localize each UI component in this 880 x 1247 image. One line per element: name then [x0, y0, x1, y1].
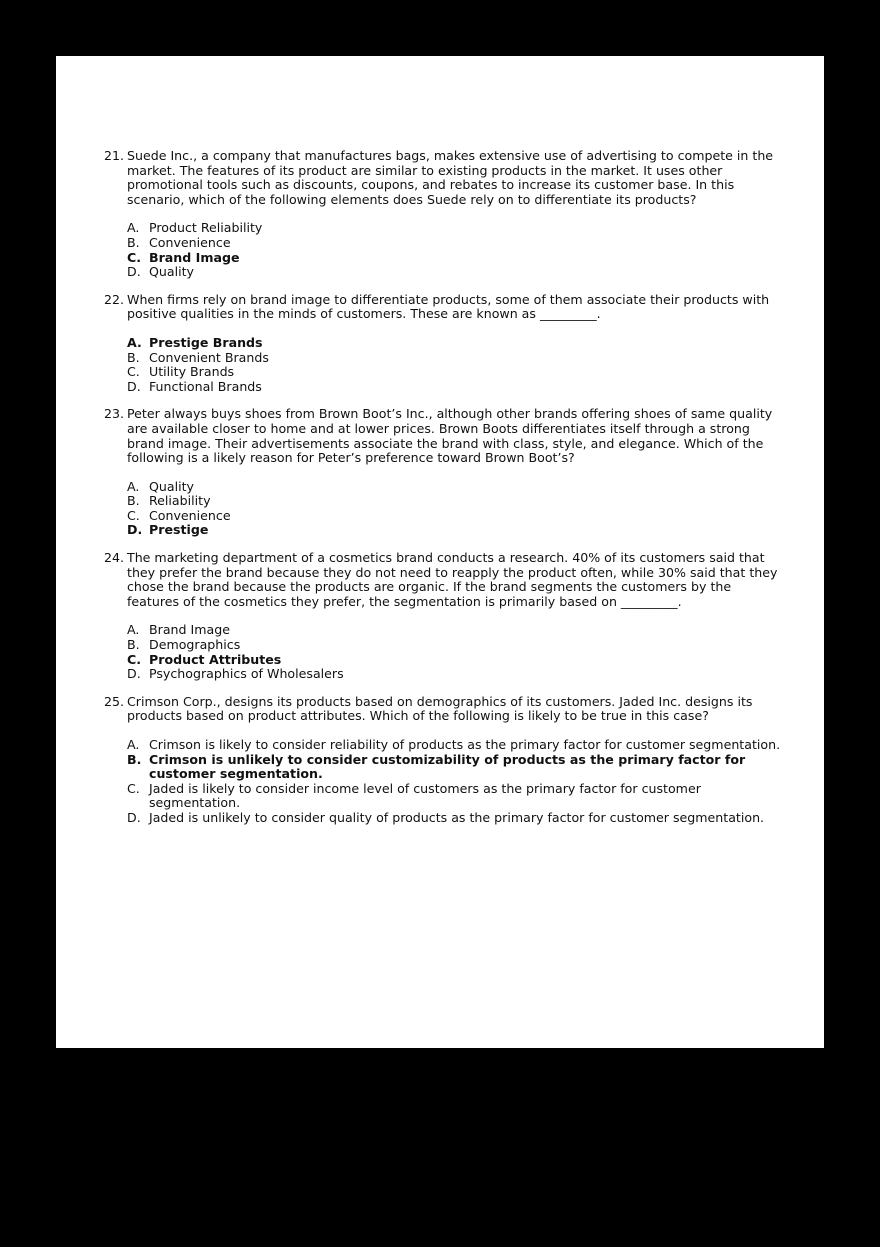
- option-text: Product Reliability: [149, 220, 263, 236]
- question-number: 22.: [104, 291, 125, 307]
- option-b: [127, 638, 784, 653]
- option-text: Utility Brands: [149, 364, 235, 380]
- option-c: [127, 782, 784, 811]
- option-text: Prestige Brands: [149, 334, 263, 350]
- option-text: Quality: [149, 264, 195, 280]
- option-c: [127, 365, 784, 380]
- question-list: [104, 149, 784, 839]
- question-24: [104, 551, 784, 682]
- option-text: Brand Image: [149, 249, 240, 265]
- question-25: [104, 695, 784, 826]
- option-label: C.: [127, 780, 140, 796]
- option-d: [127, 265, 784, 280]
- option-label: A.: [127, 478, 140, 494]
- question-number: 23.: [104, 406, 125, 422]
- option-d: [127, 380, 784, 395]
- question-stem: [104, 551, 784, 609]
- question-text: When firms rely on brand image to differentiate products, some of them associate their products with positive qualities in the minds of customers. These are known as _________.: [127, 291, 770, 322]
- option-list: [127, 336, 784, 394]
- question-number: 21.: [104, 148, 125, 163]
- option-label: D.: [127, 666, 141, 682]
- option-label: D.: [127, 264, 141, 280]
- option-text: Brand Image: [149, 622, 230, 638]
- option-text: Demographics: [149, 637, 241, 653]
- question-number: 24.: [104, 550, 125, 566]
- option-text: Quality: [149, 478, 195, 494]
- option-d: [127, 667, 784, 682]
- option-label: A.: [127, 220, 140, 236]
- option-label: A.: [127, 622, 140, 638]
- option-label: C.: [127, 507, 140, 523]
- option-label: B.: [127, 234, 140, 250]
- option-label: C.: [127, 364, 140, 380]
- option-c: [127, 509, 784, 524]
- option-b: [127, 494, 784, 509]
- option-label: D.: [127, 522, 143, 538]
- option-text: Convenience: [149, 234, 231, 250]
- option-c-correct-answer: [127, 653, 784, 668]
- option-label: B.: [127, 493, 140, 509]
- question-21: [104, 149, 784, 280]
- question-text: The marketing department of a cosmetics brand conducts a research. 40% of its customers said that they prefer the brand because they do not need to reapply the product often, while 30% said that they chose the brand because the products are organic. If the brand segments the customers by the features of the cosmetics they prefer, the segmentation is primarily based on _________.: [127, 550, 778, 609]
- option-text: Jaded is likely to consider income level of customers as the primary factor for customer segmentation.: [149, 780, 701, 811]
- option-label: C.: [127, 249, 142, 265]
- option-a-correct-answer: [127, 336, 784, 351]
- option-label: A.: [127, 737, 140, 752]
- question-number: 25.: [104, 693, 125, 709]
- option-d: [127, 811, 784, 826]
- question-text: Crimson Corp., designs its products based on demographics of its customers. Jaded Inc. designs its products based on product attributes. Which of the following is likely to be true in this case?: [127, 693, 753, 724]
- option-text: Convenience: [149, 507, 231, 523]
- option-label: B.: [127, 637, 140, 653]
- option-a: [127, 480, 784, 495]
- question-22: [104, 293, 784, 395]
- question-stem: [104, 695, 784, 724]
- option-b: [127, 351, 784, 366]
- option-list: [127, 480, 784, 538]
- option-text: Crimson is likely to consider reliability of products as the primary factor for customer segmentation.: [149, 737, 781, 752]
- option-a: [127, 738, 784, 753]
- option-label: C.: [127, 651, 142, 667]
- question-stem: [104, 407, 784, 465]
- question-text: Peter always buys shoes from Brown Boot’s Inc., although other brands offering shoes of same quality are available closer to home and at lower prices. Brown Boots differentiates itself through a strong brand image. Their advertisements associate the brand with class, style, and elegance. Which of the following is a likely reason for Peter’s preference toward Brown Boot’s?: [127, 406, 773, 466]
- question-stem: [104, 293, 784, 322]
- option-text: Crimson is unlikely to consider customizability of products as the primary factor for customer segmentation.: [149, 751, 746, 782]
- option-b: [127, 236, 784, 251]
- option-label: D.: [127, 378, 141, 394]
- option-label: B.: [127, 751, 142, 767]
- option-a: [127, 623, 784, 638]
- option-text: Convenient Brands: [149, 349, 269, 365]
- option-b-correct-answer: [127, 753, 784, 782]
- option-list: [127, 738, 784, 826]
- option-c-correct-answer: [127, 251, 784, 266]
- option-list: [127, 221, 784, 279]
- option-text: Reliability: [149, 493, 211, 509]
- question-23: [104, 407, 784, 538]
- option-text: Functional Brands: [149, 378, 262, 394]
- option-d-correct-answer: [127, 523, 784, 538]
- option-a: [127, 221, 784, 236]
- option-label: D.: [127, 809, 141, 825]
- option-text: Jaded is unlikely to consider quality of products as the primary factor for customer segmentation.: [149, 809, 765, 825]
- option-text: Psychographics of Wholesalers: [149, 666, 344, 682]
- option-list: [127, 623, 784, 681]
- option-text: Product Attributes: [149, 651, 282, 667]
- option-text: Prestige: [149, 522, 209, 538]
- document-page: [56, 56, 824, 1048]
- question-stem: [104, 149, 784, 207]
- question-text: Suede Inc., a company that manufactures bags, makes extensive use of advertising to compete in the market. The features of its product are similar to existing products in the market. It uses other promotional tools such as discounts, coupons, and rebates to increase its customer base. In this scenario, which of the following elements does Suede rely on to differentiate its products?: [127, 148, 774, 207]
- option-label: A.: [127, 334, 142, 350]
- option-label: B.: [127, 349, 140, 365]
